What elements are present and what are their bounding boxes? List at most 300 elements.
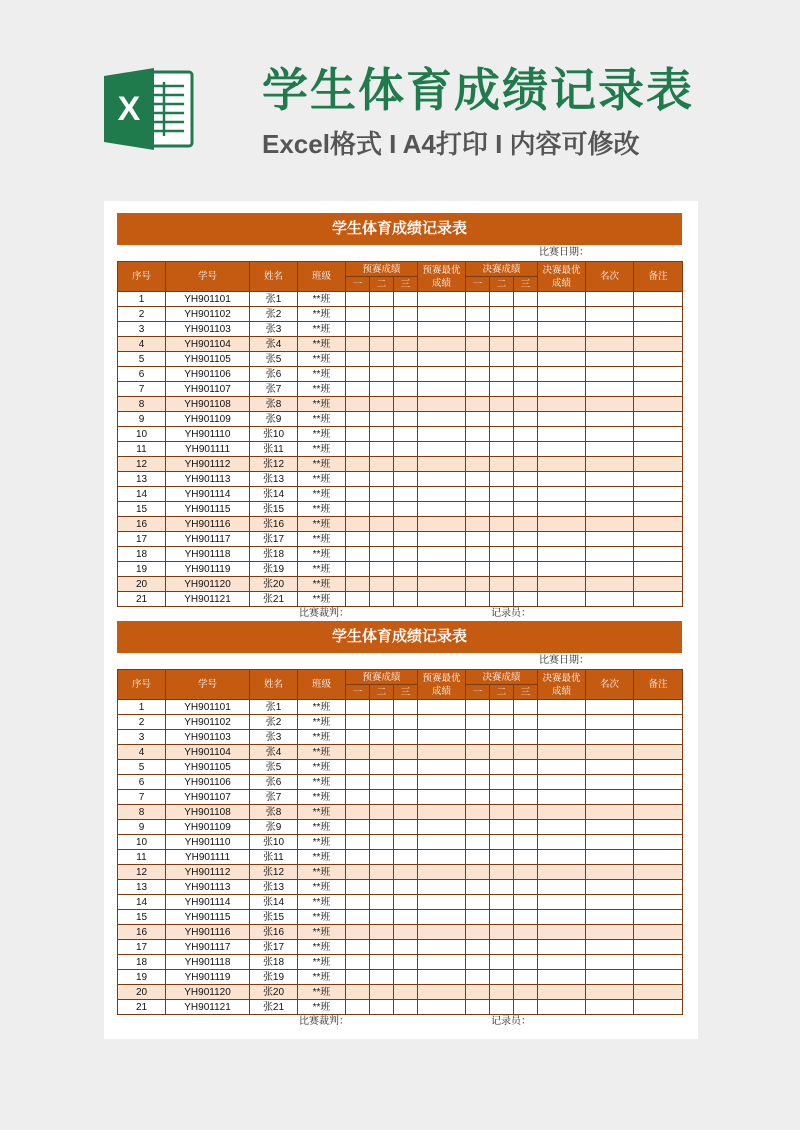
cell-seq[interactable]: 21 — [118, 592, 166, 607]
cell-empty[interactable] — [370, 457, 394, 472]
cell-empty[interactable] — [514, 730, 538, 745]
cell-empty[interactable] — [634, 955, 683, 970]
cell-seq[interactable]: 19 — [118, 970, 166, 985]
cell-seq[interactable]: 5 — [118, 352, 166, 367]
cell-empty[interactable] — [514, 427, 538, 442]
cell-empty[interactable] — [346, 397, 370, 412]
cell-name[interactable]: 张10 — [250, 427, 298, 442]
cell-id[interactable]: YH901115 — [166, 502, 250, 517]
cell-id[interactable]: YH901111 — [166, 850, 250, 865]
cell-empty[interactable] — [466, 472, 490, 487]
cell-empty[interactable] — [346, 835, 370, 850]
cell-empty[interactable] — [490, 457, 514, 472]
cell-id[interactable]: YH901120 — [166, 577, 250, 592]
cell-id[interactable]: YH901106 — [166, 367, 250, 382]
cell-id[interactable]: YH901109 — [166, 820, 250, 835]
cell-name[interactable]: 张8 — [250, 805, 298, 820]
cell-empty[interactable] — [514, 517, 538, 532]
cell-empty[interactable] — [514, 487, 538, 502]
cell-empty[interactable] — [586, 427, 634, 442]
cell-empty[interactable] — [418, 382, 466, 397]
cell-empty[interactable] — [490, 577, 514, 592]
cell-id[interactable]: YH901112 — [166, 865, 250, 880]
cell-empty[interactable] — [586, 472, 634, 487]
cell-empty[interactable] — [586, 760, 634, 775]
cell-empty[interactable] — [346, 955, 370, 970]
cell-empty[interactable] — [634, 835, 683, 850]
cell-empty[interactable] — [418, 592, 466, 607]
cell-empty[interactable] — [586, 487, 634, 502]
cell-id[interactable]: YH901110 — [166, 427, 250, 442]
cell-empty[interactable] — [370, 700, 394, 715]
cell-id[interactable]: YH901108 — [166, 397, 250, 412]
cell-name[interactable]: 张10 — [250, 835, 298, 850]
cell-cls[interactable]: **班 — [298, 895, 346, 910]
cell-empty[interactable] — [634, 352, 683, 367]
cell-empty[interactable] — [370, 760, 394, 775]
cell-id[interactable]: YH901105 — [166, 352, 250, 367]
cell-empty[interactable] — [538, 925, 586, 940]
cell-id[interactable]: YH901121 — [166, 592, 250, 607]
cell-empty[interactable] — [394, 307, 418, 322]
cell-empty[interactable] — [370, 547, 394, 562]
cell-cls[interactable]: **班 — [298, 775, 346, 790]
cell-empty[interactable] — [394, 352, 418, 367]
cell-empty[interactable] — [586, 307, 634, 322]
cell-empty[interactable] — [346, 790, 370, 805]
cell-name[interactable]: 张21 — [250, 592, 298, 607]
cell-empty[interactable] — [490, 745, 514, 760]
cell-empty[interactable] — [634, 457, 683, 472]
cell-id[interactable]: YH901113 — [166, 472, 250, 487]
cell-empty[interactable] — [514, 805, 538, 820]
cell-empty[interactable] — [418, 895, 466, 910]
cell-id[interactable]: YH901105 — [166, 760, 250, 775]
cell-empty[interactable] — [634, 745, 683, 760]
cell-empty[interactable] — [394, 427, 418, 442]
cell-empty[interactable] — [490, 835, 514, 850]
cell-empty[interactable] — [466, 805, 490, 820]
cell-empty[interactable] — [634, 865, 683, 880]
cell-empty[interactable] — [538, 502, 586, 517]
cell-empty[interactable] — [586, 502, 634, 517]
cell-empty[interactable] — [490, 730, 514, 745]
cell-seq[interactable]: 18 — [118, 547, 166, 562]
cell-empty[interactable] — [394, 805, 418, 820]
cell-empty[interactable] — [538, 850, 586, 865]
cell-seq[interactable]: 15 — [118, 502, 166, 517]
cell-empty[interactable] — [346, 487, 370, 502]
cell-empty[interactable] — [490, 352, 514, 367]
cell-empty[interactable] — [514, 700, 538, 715]
cell-empty[interactable] — [538, 760, 586, 775]
cell-empty[interactable] — [346, 805, 370, 820]
cell-empty[interactable] — [346, 337, 370, 352]
cell-seq[interactable]: 14 — [118, 487, 166, 502]
cell-empty[interactable] — [394, 775, 418, 790]
cell-empty[interactable] — [490, 790, 514, 805]
cell-empty[interactable] — [346, 352, 370, 367]
cell-empty[interactable] — [466, 412, 490, 427]
cell-empty[interactable] — [538, 472, 586, 487]
cell-empty[interactable] — [394, 820, 418, 835]
cell-empty[interactable] — [634, 592, 683, 607]
cell-empty[interactable] — [418, 322, 466, 337]
cell-empty[interactable] — [394, 790, 418, 805]
cell-name[interactable]: 张1 — [250, 292, 298, 307]
cell-cls[interactable]: **班 — [298, 412, 346, 427]
cell-id[interactable]: YH901119 — [166, 562, 250, 577]
cell-name[interactable]: 张16 — [250, 925, 298, 940]
cell-id[interactable]: YH901113 — [166, 880, 250, 895]
cell-empty[interactable] — [514, 322, 538, 337]
cell-seq[interactable]: 2 — [118, 715, 166, 730]
cell-empty[interactable] — [346, 940, 370, 955]
cell-empty[interactable] — [634, 970, 683, 985]
cell-empty[interactable] — [514, 337, 538, 352]
cell-cls[interactable]: **班 — [298, 397, 346, 412]
cell-empty[interactable] — [418, 472, 466, 487]
cell-empty[interactable] — [346, 427, 370, 442]
cell-empty[interactable] — [346, 547, 370, 562]
cell-empty[interactable] — [538, 517, 586, 532]
cell-empty[interactable] — [538, 790, 586, 805]
cell-empty[interactable] — [514, 397, 538, 412]
cell-id[interactable]: YH901114 — [166, 895, 250, 910]
cell-empty[interactable] — [346, 970, 370, 985]
cell-seq[interactable]: 13 — [118, 472, 166, 487]
cell-empty[interactable] — [586, 985, 634, 1000]
cell-empty[interactable] — [490, 700, 514, 715]
cell-empty[interactable] — [466, 457, 490, 472]
cell-empty[interactable] — [370, 730, 394, 745]
cell-empty[interactable] — [490, 517, 514, 532]
cell-name[interactable]: 张1 — [250, 700, 298, 715]
cell-empty[interactable] — [466, 910, 490, 925]
cell-id[interactable]: YH901104 — [166, 337, 250, 352]
cell-empty[interactable] — [538, 532, 586, 547]
cell-empty[interactable] — [538, 910, 586, 925]
cell-seq[interactable]: 8 — [118, 397, 166, 412]
cell-empty[interactable] — [370, 577, 394, 592]
cell-empty[interactable] — [490, 970, 514, 985]
cell-empty[interactable] — [370, 382, 394, 397]
cell-empty[interactable] — [634, 910, 683, 925]
cell-empty[interactable] — [586, 910, 634, 925]
cell-empty[interactable] — [538, 835, 586, 850]
cell-cls[interactable]: **班 — [298, 745, 346, 760]
cell-empty[interactable] — [490, 472, 514, 487]
cell-empty[interactable] — [466, 940, 490, 955]
cell-empty[interactable] — [370, 592, 394, 607]
cell-cls[interactable]: **班 — [298, 352, 346, 367]
cell-id[interactable]: YH901119 — [166, 970, 250, 985]
cell-empty[interactable] — [394, 760, 418, 775]
cell-name[interactable]: 张2 — [250, 307, 298, 322]
cell-empty[interactable] — [514, 775, 538, 790]
cell-empty[interactable] — [370, 850, 394, 865]
cell-empty[interactable] — [418, 760, 466, 775]
cell-cls[interactable]: **班 — [298, 865, 346, 880]
cell-empty[interactable] — [346, 382, 370, 397]
cell-empty[interactable] — [538, 307, 586, 322]
cell-empty[interactable] — [490, 805, 514, 820]
cell-empty[interactable] — [466, 985, 490, 1000]
cell-empty[interactable] — [490, 532, 514, 547]
cell-name[interactable]: 张13 — [250, 472, 298, 487]
cell-empty[interactable] — [466, 760, 490, 775]
cell-empty[interactable] — [586, 367, 634, 382]
cell-empty[interactable] — [634, 1000, 683, 1015]
cell-empty[interactable] — [514, 1000, 538, 1015]
cell-empty[interactable] — [394, 532, 418, 547]
cell-empty[interactable] — [346, 925, 370, 940]
cell-empty[interactable] — [490, 562, 514, 577]
cell-empty[interactable] — [514, 307, 538, 322]
cell-name[interactable]: 张13 — [250, 880, 298, 895]
cell-empty[interactable] — [586, 592, 634, 607]
cell-seq[interactable]: 9 — [118, 820, 166, 835]
cell-empty[interactable] — [370, 925, 394, 940]
cell-empty[interactable] — [346, 322, 370, 337]
cell-id[interactable]: YH901101 — [166, 700, 250, 715]
cell-empty[interactable] — [586, 940, 634, 955]
cell-seq[interactable]: 15 — [118, 910, 166, 925]
cell-empty[interactable] — [394, 865, 418, 880]
cell-empty[interactable] — [466, 970, 490, 985]
cell-empty[interactable] — [418, 940, 466, 955]
cell-empty[interactable] — [466, 880, 490, 895]
cell-empty[interactable] — [394, 487, 418, 502]
cell-empty[interactable] — [346, 577, 370, 592]
cell-empty[interactable] — [634, 292, 683, 307]
cell-empty[interactable] — [514, 760, 538, 775]
cell-empty[interactable] — [370, 517, 394, 532]
cell-empty[interactable] — [346, 502, 370, 517]
cell-empty[interactable] — [514, 502, 538, 517]
cell-id[interactable]: YH901107 — [166, 790, 250, 805]
cell-empty[interactable] — [490, 955, 514, 970]
cell-empty[interactable] — [466, 442, 490, 457]
cell-empty[interactable] — [586, 1000, 634, 1015]
cell-empty[interactable] — [538, 715, 586, 730]
cell-name[interactable]: 张11 — [250, 442, 298, 457]
cell-empty[interactable] — [514, 352, 538, 367]
cell-empty[interactable] — [634, 367, 683, 382]
cell-id[interactable]: YH901106 — [166, 775, 250, 790]
cell-seq[interactable]: 11 — [118, 850, 166, 865]
cell-id[interactable]: YH901117 — [166, 532, 250, 547]
cell-empty[interactable] — [418, 790, 466, 805]
cell-empty[interactable] — [586, 775, 634, 790]
cell-cls[interactable]: **班 — [298, 562, 346, 577]
cell-cls[interactable]: **班 — [298, 790, 346, 805]
cell-empty[interactable] — [370, 427, 394, 442]
cell-empty[interactable] — [490, 880, 514, 895]
cell-seq[interactable]: 6 — [118, 367, 166, 382]
cell-empty[interactable] — [490, 487, 514, 502]
cell-cls[interactable]: **班 — [298, 700, 346, 715]
cell-empty[interactable] — [370, 835, 394, 850]
cell-empty[interactable] — [346, 820, 370, 835]
cell-empty[interactable] — [538, 592, 586, 607]
cell-empty[interactable] — [466, 352, 490, 367]
cell-empty[interactable] — [538, 955, 586, 970]
cell-empty[interactable] — [634, 715, 683, 730]
cell-empty[interactable] — [370, 367, 394, 382]
cell-empty[interactable] — [514, 547, 538, 562]
cell-seq[interactable]: 13 — [118, 880, 166, 895]
cell-empty[interactable] — [346, 775, 370, 790]
cell-empty[interactable] — [346, 985, 370, 1000]
cell-cls[interactable]: **班 — [298, 367, 346, 382]
cell-empty[interactable] — [538, 352, 586, 367]
cell-empty[interactable] — [586, 715, 634, 730]
cell-empty[interactable] — [490, 592, 514, 607]
cell-empty[interactable] — [394, 472, 418, 487]
cell-empty[interactable] — [370, 322, 394, 337]
cell-empty[interactable] — [418, 730, 466, 745]
cell-empty[interactable] — [634, 880, 683, 895]
cell-empty[interactable] — [634, 382, 683, 397]
cell-empty[interactable] — [538, 562, 586, 577]
cell-empty[interactable] — [538, 292, 586, 307]
cell-empty[interactable] — [466, 955, 490, 970]
cell-empty[interactable] — [418, 397, 466, 412]
cell-name[interactable]: 张16 — [250, 517, 298, 532]
cell-empty[interactable] — [370, 715, 394, 730]
cell-id[interactable]: YH901101 — [166, 292, 250, 307]
cell-empty[interactable] — [586, 805, 634, 820]
cell-cls[interactable]: **班 — [298, 910, 346, 925]
cell-empty[interactable] — [538, 337, 586, 352]
cell-empty[interactable] — [586, 577, 634, 592]
cell-empty[interactable] — [490, 820, 514, 835]
cell-id[interactable]: YH901110 — [166, 835, 250, 850]
cell-empty[interactable] — [634, 502, 683, 517]
cell-empty[interactable] — [466, 322, 490, 337]
cell-cls[interactable]: **班 — [298, 835, 346, 850]
cell-seq[interactable]: 11 — [118, 442, 166, 457]
cell-seq[interactable]: 16 — [118, 925, 166, 940]
cell-name[interactable]: 张20 — [250, 577, 298, 592]
cell-empty[interactable] — [418, 835, 466, 850]
cell-seq[interactable]: 7 — [118, 790, 166, 805]
cell-empty[interactable] — [586, 412, 634, 427]
cell-empty[interactable] — [466, 427, 490, 442]
cell-empty[interactable] — [634, 850, 683, 865]
cell-empty[interactable] — [346, 367, 370, 382]
cell-empty[interactable] — [418, 517, 466, 532]
cell-empty[interactable] — [346, 910, 370, 925]
cell-empty[interactable] — [586, 955, 634, 970]
cell-seq[interactable]: 10 — [118, 835, 166, 850]
cell-empty[interactable] — [586, 547, 634, 562]
cell-empty[interactable] — [346, 880, 370, 895]
cell-cls[interactable]: **班 — [298, 532, 346, 547]
cell-seq[interactable]: 4 — [118, 337, 166, 352]
cell-id[interactable]: YH901115 — [166, 910, 250, 925]
cell-empty[interactable] — [466, 790, 490, 805]
cell-empty[interactable] — [394, 955, 418, 970]
cell-empty[interactable] — [538, 442, 586, 457]
cell-name[interactable]: 张4 — [250, 337, 298, 352]
cell-seq[interactable]: 3 — [118, 322, 166, 337]
cell-empty[interactable] — [490, 775, 514, 790]
cell-empty[interactable] — [490, 292, 514, 307]
cell-empty[interactable] — [490, 715, 514, 730]
cell-name[interactable]: 张12 — [250, 865, 298, 880]
cell-empty[interactable] — [394, 442, 418, 457]
cell-empty[interactable] — [394, 397, 418, 412]
cell-empty[interactable] — [418, 307, 466, 322]
cell-cls[interactable]: **班 — [298, 715, 346, 730]
cell-empty[interactable] — [394, 337, 418, 352]
cell-empty[interactable] — [586, 382, 634, 397]
cell-empty[interactable] — [346, 895, 370, 910]
cell-seq[interactable]: 7 — [118, 382, 166, 397]
cell-cls[interactable]: **班 — [298, 517, 346, 532]
cell-empty[interactable] — [466, 502, 490, 517]
cell-name[interactable]: 张4 — [250, 745, 298, 760]
cell-cls[interactable]: **班 — [298, 427, 346, 442]
cell-empty[interactable] — [490, 502, 514, 517]
cell-name[interactable]: 张17 — [250, 940, 298, 955]
cell-empty[interactable] — [586, 457, 634, 472]
cell-seq[interactable]: 20 — [118, 985, 166, 1000]
cell-empty[interactable] — [514, 577, 538, 592]
cell-seq[interactable]: 3 — [118, 730, 166, 745]
cell-cls[interactable]: **班 — [298, 487, 346, 502]
cell-seq[interactable]: 4 — [118, 745, 166, 760]
cell-name[interactable]: 张6 — [250, 775, 298, 790]
cell-empty[interactable] — [418, 577, 466, 592]
cell-empty[interactable] — [634, 895, 683, 910]
cell-seq[interactable]: 2 — [118, 307, 166, 322]
cell-seq[interactable]: 10 — [118, 427, 166, 442]
cell-empty[interactable] — [514, 955, 538, 970]
cell-empty[interactable] — [490, 547, 514, 562]
cell-empty[interactable] — [394, 457, 418, 472]
cell-empty[interactable] — [394, 985, 418, 1000]
cell-empty[interactable] — [466, 925, 490, 940]
cell-empty[interactable] — [466, 367, 490, 382]
cell-seq[interactable]: 12 — [118, 457, 166, 472]
cell-cls[interactable]: **班 — [298, 442, 346, 457]
cell-cls[interactable]: **班 — [298, 322, 346, 337]
cell-empty[interactable] — [370, 880, 394, 895]
cell-cls[interactable]: **班 — [298, 985, 346, 1000]
cell-empty[interactable] — [634, 760, 683, 775]
cell-cls[interactable]: **班 — [298, 940, 346, 955]
cell-empty[interactable] — [370, 865, 394, 880]
cell-empty[interactable] — [586, 322, 634, 337]
cell-empty[interactable] — [418, 865, 466, 880]
cell-empty[interactable] — [586, 442, 634, 457]
cell-empty[interactable] — [394, 1000, 418, 1015]
cell-empty[interactable] — [514, 925, 538, 940]
cell-empty[interactable] — [586, 397, 634, 412]
cell-empty[interactable] — [394, 940, 418, 955]
cell-cls[interactable]: **班 — [298, 577, 346, 592]
cell-empty[interactable] — [418, 775, 466, 790]
cell-id[interactable]: YH901114 — [166, 487, 250, 502]
cell-empty[interactable] — [514, 292, 538, 307]
cell-id[interactable]: YH901116 — [166, 925, 250, 940]
cell-empty[interactable] — [586, 532, 634, 547]
cell-seq[interactable]: 8 — [118, 805, 166, 820]
cell-empty[interactable] — [370, 805, 394, 820]
